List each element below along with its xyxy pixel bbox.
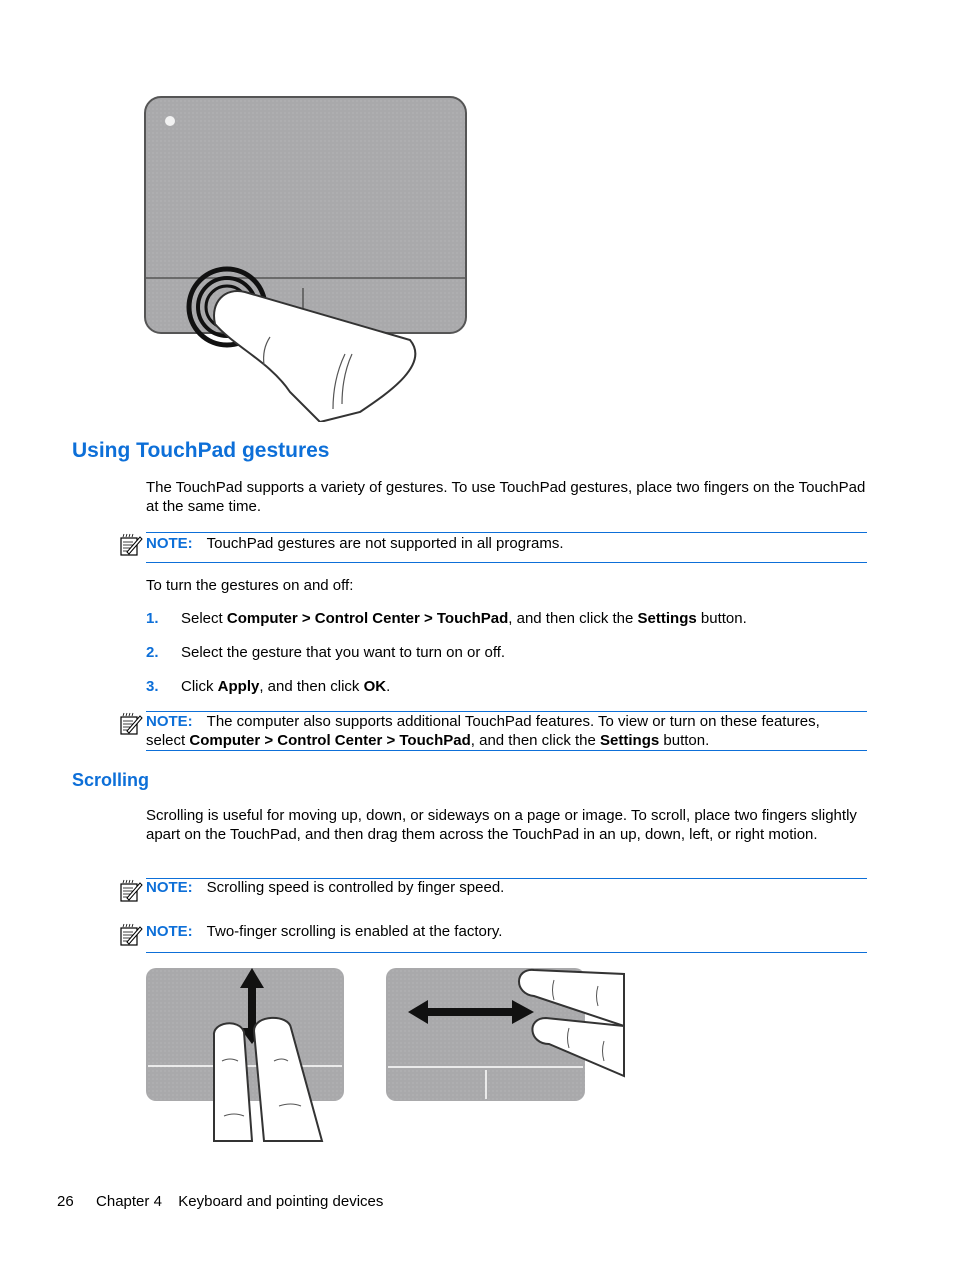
- step-number: 2.: [146, 644, 159, 661]
- note-label: NOTE:: [146, 923, 193, 940]
- note-rule: [146, 952, 867, 953]
- note-icon: [119, 923, 143, 947]
- note-label: NOTE:: [146, 535, 193, 552]
- step-text: Select Computer > Control Center > TouchPad, and then click the Settings button.: [181, 610, 747, 627]
- note-label: NOTE:: [146, 713, 193, 730]
- touchpad-tap-illustration: [140, 92, 475, 422]
- step-text: Click Apply, and then click OK.: [181, 678, 391, 695]
- vertical-scroll-illustration: [144, 966, 354, 1146]
- step-number: 1.: [146, 610, 159, 627]
- subsection-heading: Scrolling: [72, 770, 150, 790]
- note-icon: [119, 879, 143, 903]
- page-footer: [57, 1193, 383, 1210]
- section-heading: Using TouchPad gestures: [72, 439, 330, 462]
- step-text: Select the gesture that you want to turn on or off.: [181, 644, 506, 661]
- page-number: 26: [57, 1193, 74, 1210]
- chapter-label: Chapter 4: [96, 1193, 162, 1210]
- step-number: 3.: [146, 678, 159, 695]
- note-text-row: [146, 923, 502, 940]
- note-text: Scrolling speed is controlled by finger speed.: [206, 879, 505, 896]
- note-text: The computer also supports additional TouchPad features. To view or turn on these features, select Computer > Control Center > TouchPad, and then click the Settings button.: [146, 713, 820, 749]
- note-text: TouchPad gestures are not supported in all programs.: [206, 535, 564, 552]
- toggle-intro: To turn the gestures on and off:: [146, 577, 354, 594]
- note-box: [146, 711, 867, 751]
- note-label: NOTE:: [146, 879, 193, 896]
- note-icon: [119, 533, 143, 557]
- note-box: [146, 532, 867, 563]
- note-text: Two-finger scrolling is enabled at the factory.: [206, 923, 503, 940]
- scrolling-paragraph: Scrolling is useful for moving up, down, or sideways on a page or image. To scroll, place two fingers slightly apart on the TouchPad, and then drag them across the TouchPad in an up, down, left, or right motion.: [146, 807, 857, 843]
- chapter-title: Keyboard and pointing devices: [178, 1193, 384, 1210]
- note-icon: [119, 712, 143, 736]
- horizontal-scroll-illustration: [384, 966, 629, 1106]
- intro-paragraph: The TouchPad supports a variety of gestures. To use TouchPad gestures, place two fingers on the TouchPad at the same time.: [146, 479, 866, 515]
- note-text-row: [146, 879, 504, 896]
